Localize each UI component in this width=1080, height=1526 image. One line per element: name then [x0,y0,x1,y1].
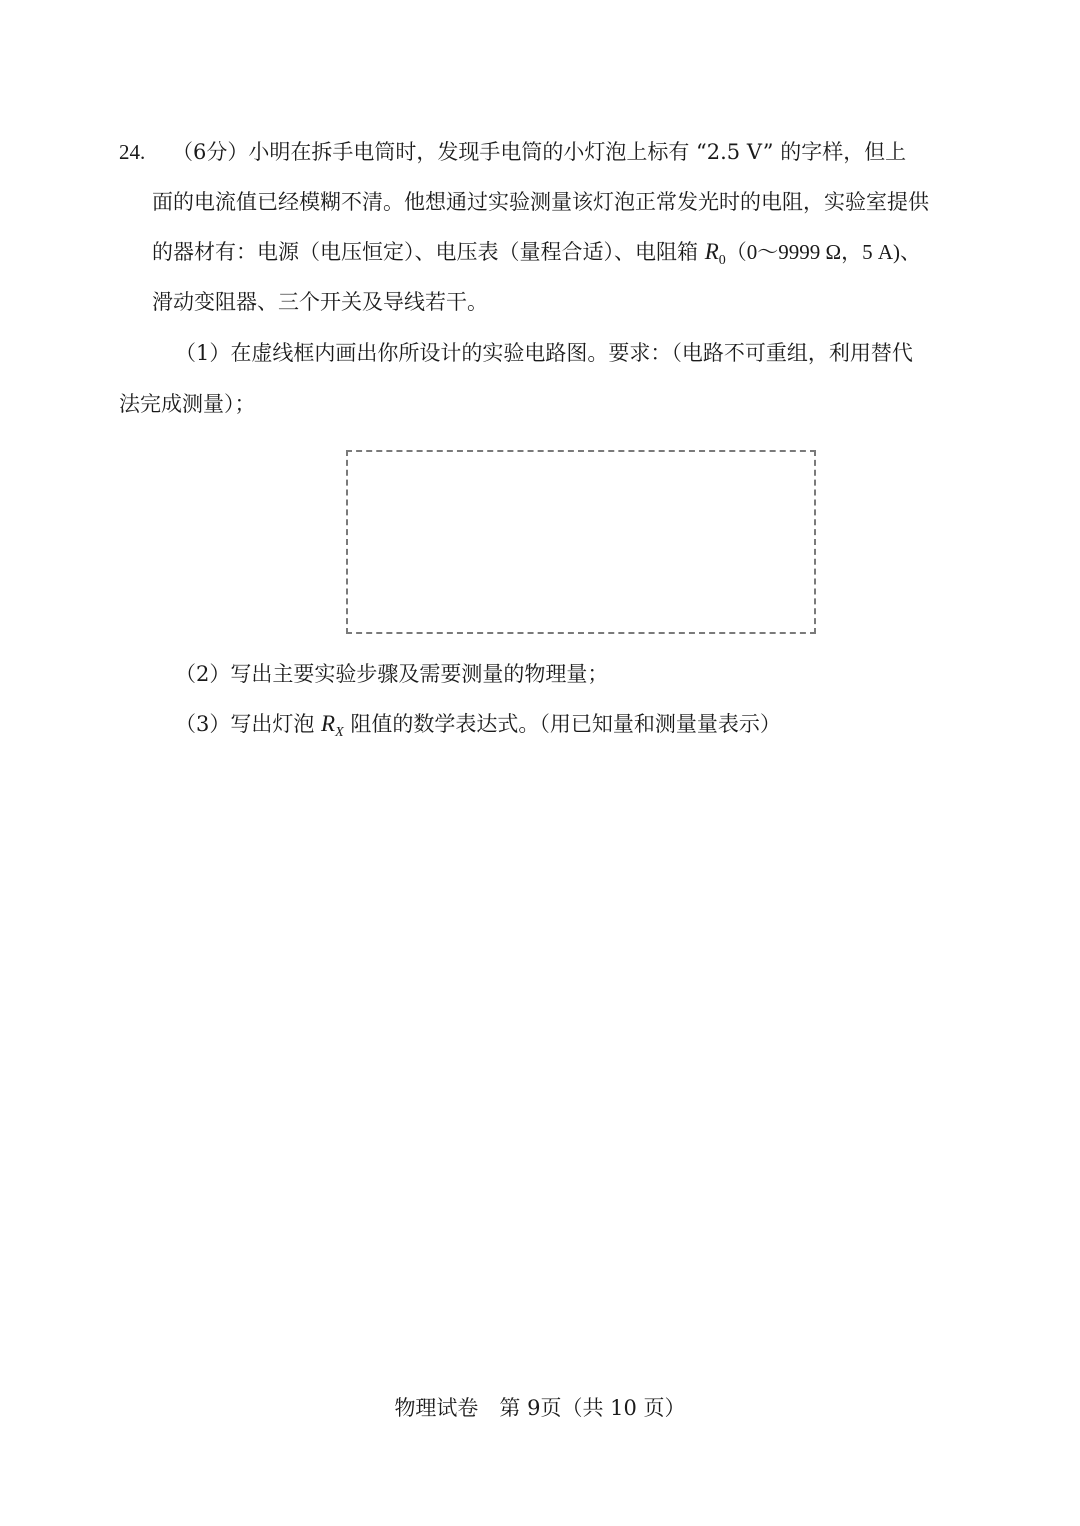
part-1-line-2: 法完成测量）； [119,392,256,416]
lamp-resistance-symbol: R [321,711,336,736]
equipment-list-text: 的器材有：电源（电压恒定）、电压表（量程合适）、电阻箱 [152,240,705,264]
resistance-box-subscript: 0 [718,253,726,268]
question-number: 24. [119,140,146,164]
question-text-line-3 [152,237,921,276]
question-text-line-1: （6分）小明在拆手电筒时，发现手电筒的小灯泡上标有 “2.5 V” 的字样，但上 [172,140,907,164]
part-3-prefix: （3）写出灯泡 [175,712,322,736]
part-1-line-1: （1）在虚线框内画出你所设计的实验电路图。要求：（电路不可重组，利用替代 [175,341,913,365]
part-3-suffix: 阻值的数学表达式。（用已知量和测量量表示） [343,712,781,736]
circuit-diagram-answer-box[interactable] [346,450,816,634]
page-footer: 物理试卷 第 9页（共 10 页） [394,1396,686,1420]
lamp-resistance-subscript: X [335,725,344,740]
part-3-text [175,709,781,748]
question-text-line-4: 滑动变阻器、三个开关及导线若干。 [152,290,488,314]
question-text-line-2: 面的电流值已经模糊不清。他想通过实验测量该灯泡正常发光时的电阻，实验室提供 [152,190,929,214]
resistance-box-range: （0～9999 Ω，5 A)、 [725,240,922,264]
resistance-box-symbol: R [704,239,719,264]
part-2-text: （2）写出主要实验步骤及需要测量的物理量； [175,662,609,686]
